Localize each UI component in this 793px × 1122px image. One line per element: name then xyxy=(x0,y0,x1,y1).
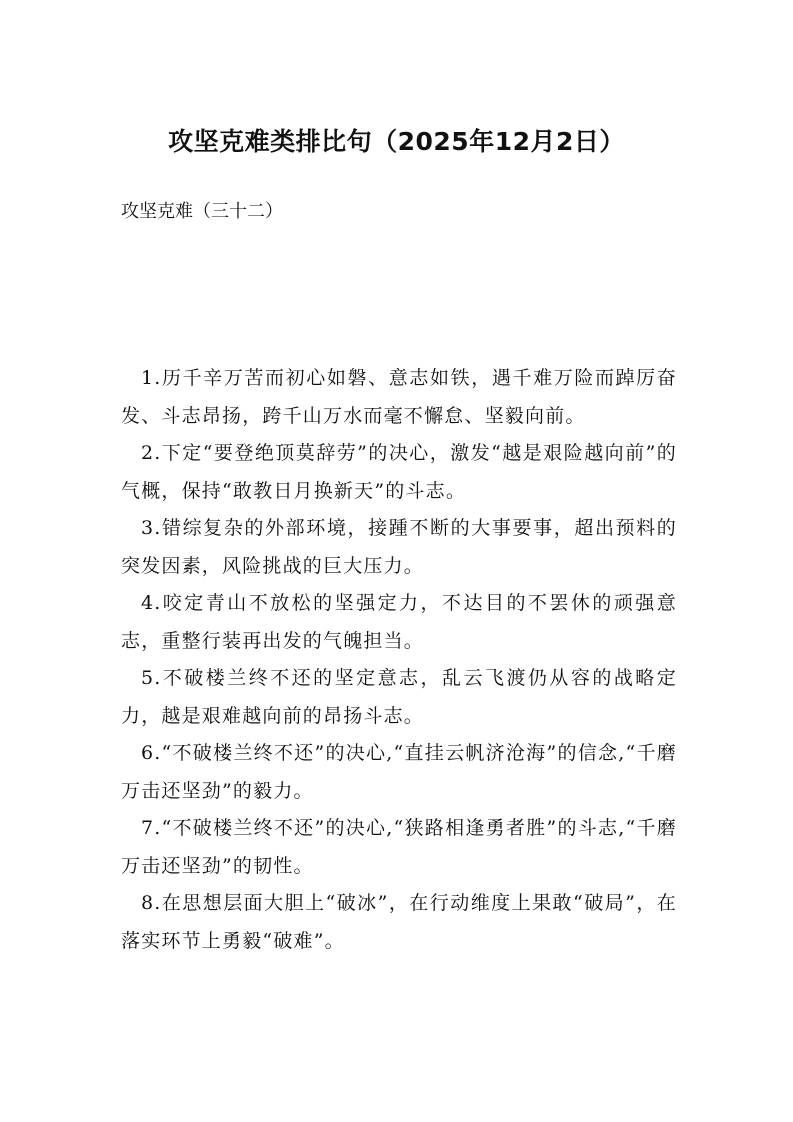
list-item: 1.历千辛万苦而初心如磐、意志如铁，遇千难万险而踔厉奋发、斗志昂扬，跨千山万水而毫不懈怠、坚毅向前。 xyxy=(121,367,677,427)
list-item: 2.下定“要登绝顶莫辞劳”的决心，激发“越是艰险越向前”的气概，保持“敢教日月换新天”的斗志。 xyxy=(121,442,677,502)
list-item: 5.不破楼兰终不还的坚定意志，乱云飞渡仍从容的战略定力，越是艰难越向前的昂扬斗志。 xyxy=(121,667,677,727)
list-item: 7.“不破楼兰终不还”的决心,“狭路相逢勇者胜”的斗志,“千磨万击还坚劲”的韧性。 xyxy=(121,817,677,877)
list-item: 8.在思想层面大胆上“破冰”，在行动维度上果敢“破局”，在落实环节上勇毅“破难”。 xyxy=(121,892,677,952)
sentence-list xyxy=(121,360,677,960)
document-title: 攻坚克难类排比句（2025年12月2日） xyxy=(168,127,625,156)
document-subtitle: 攻坚克难（三十二） xyxy=(121,201,283,222)
list-item: 3.错综复杂的外部环境，接踵不断的大事要事，超出预料的突发因素，风险挑战的巨大压力。 xyxy=(121,517,677,577)
list-item: 4.咬定青山不放松的坚强定力，不达目的不罢休的顽强意志，重整行装再出发的气魄担当。 xyxy=(121,592,677,652)
list-item: 6.“不破楼兰终不还”的决心,“直挂云帆济沧海”的信念,“千磨万击还坚劲”的毅力。 xyxy=(121,742,677,802)
